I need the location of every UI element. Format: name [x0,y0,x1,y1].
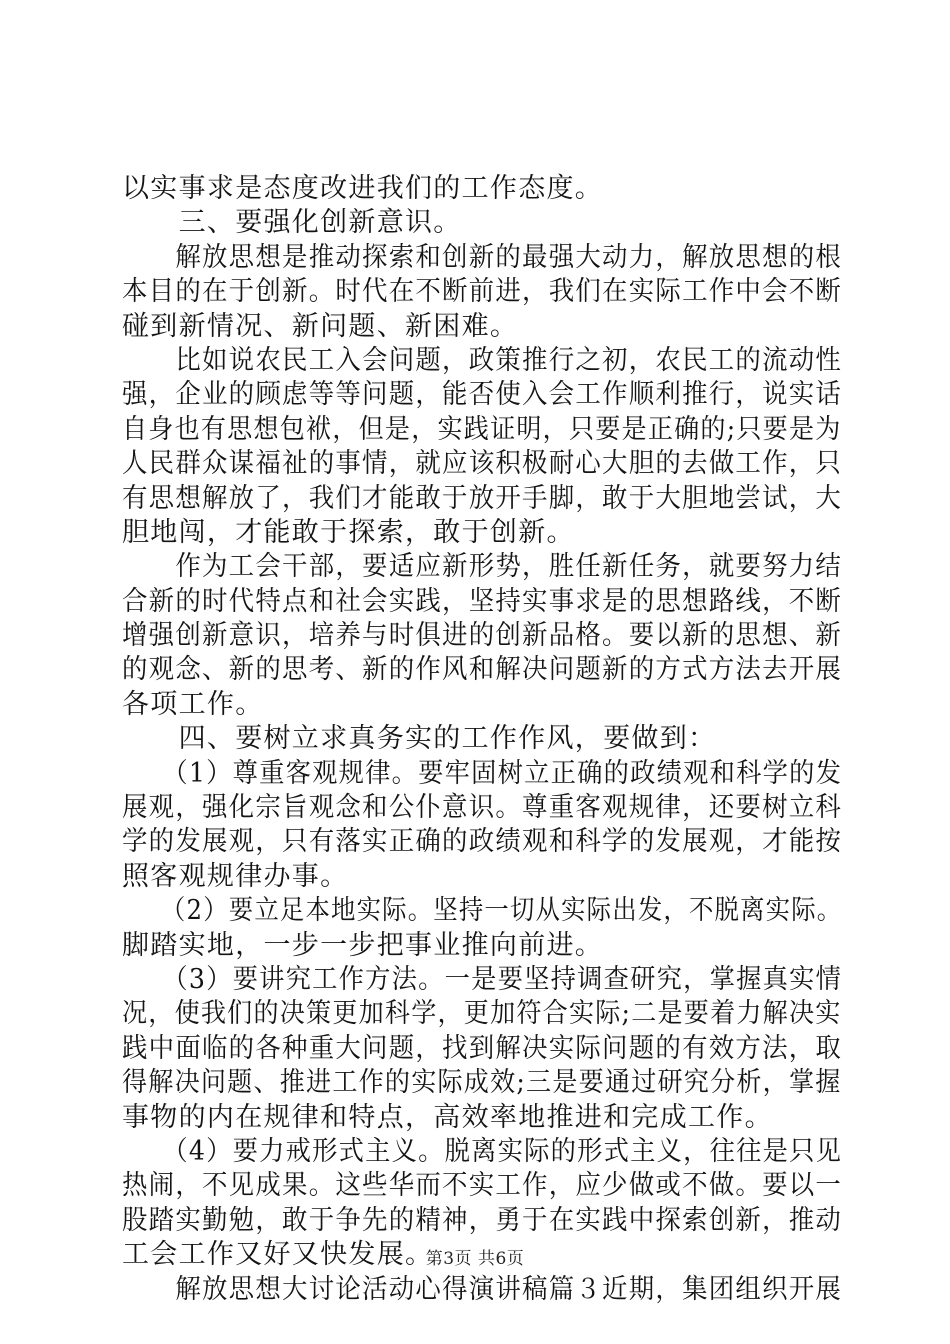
text-line: 有思想解放了，我们才能敢于放开手脚，敢于大胆地尝试，大 [122,482,843,514]
text-line: （4）要力戒形式主义。脱离实际的形式主义，往往是只见 [122,1135,843,1167]
text-line: 各项工作。 [122,688,264,720]
text-line: 碰到新情况、新问题、新困难。 [122,310,519,342]
text-line: 比如说农民工入会问题，政策推行之初，农民工的流动性 [122,344,843,376]
text-line: 学的发展观，只有落实正确的政绩观和科学的发展观，才能按 [122,826,843,858]
text-line: 人民群众谋福祉的事情，就应该积极耐心大胆的去做工作，只 [122,448,843,480]
text-line: 自身也有思想包袱，但是，实践证明，只要是正确的;只要是为 [122,413,842,445]
text-line: （3）要讲究工作方法。一是要坚持调查研究，掌握真实情 [122,963,843,995]
text-line: 事物的内在规律和特点，高效率地推进和完成工作。 [122,1101,773,1133]
document-body [122,172,842,1307]
text-line: 解放思想是推动探索和创新的最强大动力，解放思想的根 [122,241,843,273]
text-line: 的观念、新的思考、新的作风和解决问题新的方式方法去开展 [122,654,843,686]
text-line: 照客观规律办事。 [122,860,349,892]
text-line: 热闹，不见成果。这些华而不实工作，应少做或不做。要以一 [122,1170,843,1202]
text-line: 工会工作又好又快发展。 [122,1239,434,1271]
text-line: （1）尊重客观规律。要牢固树立正确的政绩观和科学的发 [122,757,843,789]
text-line: 脚踏实地，一步一步把事业推向前进。 [122,929,604,961]
text-line: 本目的在于创新。时代在不断前进，我们在实际工作中会不断 [122,276,843,308]
page-footer: 第3页 共6页 [425,1249,525,1269]
text-line: 股踏实勤勉，敢于争先的精神，勇于在实践中探索创新，推动 [122,1204,843,1236]
text-line: 强，企业的顾虑等等问题，能否使入会工作顺利推行，说实话 [122,379,843,411]
text-line: 况，使我们的决策更加科学，更加符合实际;二是要着力解决实 [122,998,842,1030]
text-line: 胆地闯，才能敢于探索，敢于创新。 [122,516,575,548]
text-line: 解放思想大讨论活动心得演讲稿篇３近期，集团组织开展 [122,1273,843,1305]
text-line: 展观，强化宗旨观念和公仆意识。尊重客观规律，还要树立科 [122,792,843,824]
text-line: 作为工会干部，要适应新形势，胜任新任务，就要努力结 [122,551,843,583]
text-line: 合新的时代特点和社会实践，坚持实事求是的思想路线，不断 [122,585,843,617]
text-line: 三、要强化创新意识。 [122,207,462,239]
text-line: 践中面临的各种重大问题，找到解决实际问题的有效方法，取 [122,1032,843,1064]
text-line: 增强创新意识，培养与时俱进的创新品格。要以新的思想、新 [122,620,843,652]
text-line: 得解决问题、推进工作的实际成效;三是要通过研究分析，掌握 [122,1067,842,1099]
text-line: （2）要立足本地实际。坚持一切从实际出发，不脱离实际。 [122,895,843,927]
text-line: 以实事求是态度改进我们的工作态度。 [122,173,604,204]
text-line: 四、要树立求真务实的工作作风，要做到： [122,723,717,755]
